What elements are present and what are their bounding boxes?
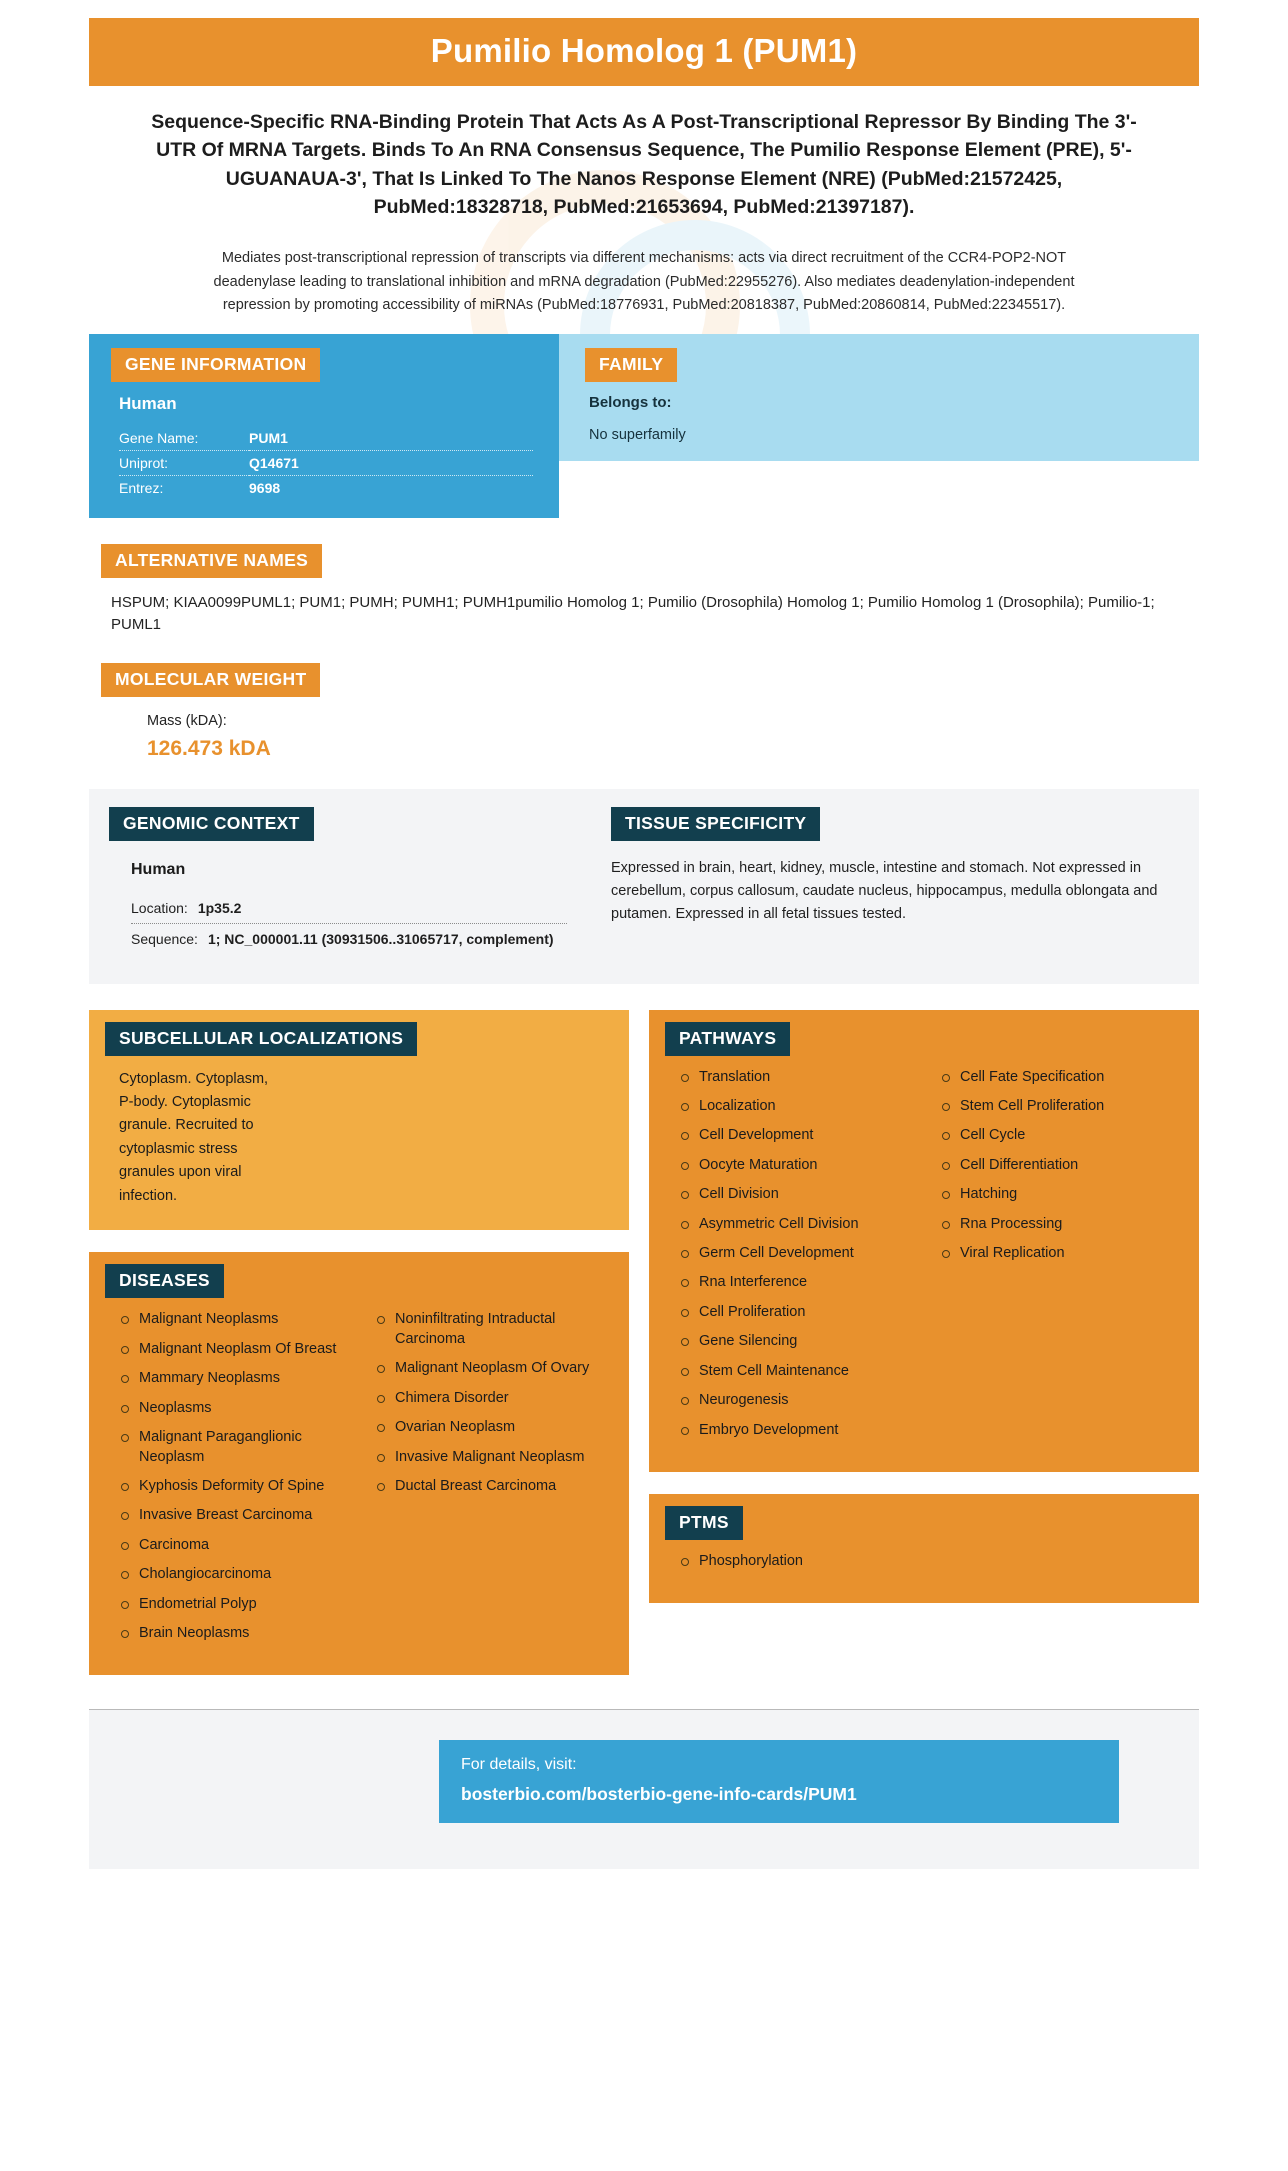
subcellular-localizations-card: [89, 1010, 629, 1231]
molecular-weight-heading: MOLECULAR WEIGHT: [101, 663, 320, 697]
list-item: Ovarian Neoplasm: [375, 1418, 605, 1437]
molecular-weight-label: Mass (kDA):: [147, 712, 227, 729]
list-item: Cell Fate Specification: [940, 1068, 1175, 1087]
gene-name-label: Gene Name:: [119, 429, 199, 446]
table-row: [119, 475, 533, 500]
list-item: Cell Development: [679, 1126, 914, 1145]
alternative-names-text: HSPUM; KIAA0099PUML1; PUM1; PUMH; PUMH1; PUMH1pumilio Homolog 1; Pumilio (Drosophila) Homolog 1; Pumilio Homolog 1 (Drosophila); Pumilio-1; PUML1: [111, 593, 1155, 634]
genomic-location-value: 1p35.2: [197, 899, 242, 916]
alternative-names-heading: ALTERNATIVE NAMES: [101, 544, 322, 578]
pathways-list-column-2: [940, 1068, 1175, 1450]
list-item: Translation: [679, 1068, 914, 1087]
genomic-location-label: Location:: [131, 899, 188, 916]
page-description: Mediates post-transcriptional repression of transcripts via different mechanisms: acts via direct recruitment of the CCR4-POP2-NOT deadenylase leading to translational inhibition and mRNA degradation (PubMed:22955276). Also mediates deadenylation-independent repression by promoting accessibility of miRNAs (PubMed:18776931, PubMed:20818387, PubMed:20860814, PubMed:22345517).: [213, 250, 1075, 314]
gene-information-card: [89, 334, 559, 518]
list-item: Stem Cell Maintenance: [679, 1362, 914, 1381]
list-item: Cell Proliferation: [679, 1303, 914, 1322]
list-item: Cell Cycle: [940, 1126, 1175, 1145]
ptms-card: [649, 1494, 1199, 1603]
list-item: Invasive Malignant Neoplasm: [375, 1448, 605, 1467]
molecular-weight-section: [89, 663, 1199, 761]
genomic-context-card: [89, 807, 589, 954]
footer-link-box[interactable]: [439, 1740, 1119, 1823]
genomic-context-heading: GENOMIC CONTEXT: [109, 807, 314, 841]
genomic-sequence-row: [131, 924, 567, 954]
page-subtitle: Sequence-Specific RNA-Binding Protein That Acts As A Post-Transcriptional Repressor By Binding The 3'-UTR Of MRNA Targets. Binds To An RNA Consensus Sequence, The Pumilio Response Element (PRE), 5'-UGUANAUA-3', That Is Linked To The Nanos Response Element (NRE) (PubMed:21572425, PubMed:18328718, PubMed:21653694, PubMed:21397187).: [151, 111, 1137, 218]
list-item: Embryo Development: [679, 1421, 914, 1440]
footer-details-label: For details, visit:: [461, 1756, 577, 1774]
gene-information-heading: GENE INFORMATION: [111, 348, 320, 382]
list-item: Cholangiocarcinoma: [119, 1565, 349, 1584]
gene-species: Human: [119, 393, 177, 413]
subcellular-localizations-heading: SUBCELLULAR LOCALIZATIONS: [105, 1022, 417, 1056]
table-row: [119, 450, 533, 475]
gene-information-table: [119, 426, 533, 500]
family-card: [559, 334, 1199, 461]
page-title: Pumilio Homolog 1 (PUM1): [430, 32, 858, 69]
list-item: Malignant Neoplasm Of Breast: [119, 1340, 349, 1359]
molecular-weight-value: 126.473 kDA: [147, 736, 271, 760]
genomic-sequence-value: 1; NC_000001.11 (30931506..31065717, complement): [207, 930, 554, 947]
list-item: Kyphosis Deformity Of Spine: [119, 1477, 349, 1496]
family-heading: FAMILY: [585, 348, 677, 382]
genomic-location-row: [131, 893, 567, 924]
diseases-list-column-1: [119, 1310, 349, 1653]
family-belongs-label: Belongs to:: [589, 393, 672, 411]
gene-name-value: PUM1: [249, 429, 288, 446]
pathways-card: [649, 1010, 1199, 1472]
alternative-names-section: [89, 544, 1199, 637]
pathways-list-column-1: [679, 1068, 914, 1450]
list-item: Cell Differentiation: [940, 1156, 1175, 1175]
list-item: Malignant Neoplasm Of Ovary: [375, 1359, 605, 1378]
cards-area: [89, 1010, 1199, 1676]
diseases-list-column-2: [375, 1310, 605, 1653]
list-item: Noninfiltrating Intraductal Carcinoma: [375, 1310, 605, 1349]
list-item: Ductal Breast Carcinoma: [375, 1477, 605, 1496]
diseases-heading: DISEASES: [105, 1264, 224, 1298]
entrez-value: 9698: [249, 479, 281, 496]
list-item: Rna Interference: [679, 1273, 914, 1292]
ptms-heading: PTMS: [665, 1506, 743, 1540]
list-item: Viral Replication: [940, 1244, 1175, 1263]
footer-band: [89, 1710, 1199, 1869]
list-item: Rna Processing: [940, 1215, 1175, 1234]
tissue-specificity-heading: TISSUE SPECIFICITY: [611, 807, 820, 841]
list-item: Phosphorylation: [679, 1552, 1175, 1571]
list-item: Neoplasms: [119, 1399, 349, 1418]
list-item: Germ Cell Development: [679, 1244, 914, 1263]
list-item: Hatching: [940, 1185, 1175, 1204]
table-row: [119, 426, 533, 451]
list-item: Carcinoma: [119, 1536, 349, 1555]
cards-right-column: [649, 1010, 1199, 1604]
list-item: Gene Silencing: [679, 1332, 914, 1351]
gene-family-row: [89, 334, 1199, 518]
list-item: Invasive Breast Carcinoma: [119, 1506, 349, 1525]
genomic-tissue-band: [89, 789, 1199, 984]
diseases-card: [89, 1252, 629, 1675]
tissue-specificity-text: Expressed in brain, heart, kidney, muscle, intestine and stomach. Not expressed in cerebellum, corpus callosum, caudate nucleus, hippocampus, medulla oblongata and putamen. Expressed in all fetal tissues tested.: [611, 859, 1158, 922]
list-item: Chimera Disorder: [375, 1389, 605, 1408]
list-item: Malignant Paraganglionic Neoplasm: [119, 1428, 349, 1467]
genomic-context-species: Human: [131, 860, 186, 878]
uniprot-label: Uniprot:: [119, 450, 249, 475]
list-item: Oocyte Maturation: [679, 1156, 914, 1175]
list-item: Mammary Neoplasms: [119, 1369, 349, 1388]
entrez-label: Entrez:: [119, 479, 164, 496]
page-title-bar: [89, 18, 1199, 86]
family-value: No superfamily: [589, 426, 686, 443]
cards-left-column: [89, 1010, 629, 1676]
ptms-list: [679, 1552, 1175, 1571]
subcellular-localizations-text: Cytoplasm. Cytoplasm, P-body. Cytoplasmic granule. Recruited to cytoplasmic stress granules upon viral infection.: [119, 1070, 269, 1204]
pathways-heading: PATHWAYS: [665, 1022, 790, 1056]
footer-link[interactable]: bosterbio.com/bosterbio-gene-info-cards/PUM1: [461, 1784, 857, 1805]
uniprot-value: Q14671: [249, 450, 533, 475]
list-item: Brain Neoplasms: [119, 1624, 349, 1643]
list-item: Cell Division: [679, 1185, 914, 1204]
tissue-specificity-card: [589, 807, 1199, 954]
list-item: Localization: [679, 1097, 914, 1116]
list-item: Stem Cell Proliferation: [940, 1097, 1175, 1116]
list-item: Endometrial Polyp: [119, 1595, 349, 1614]
genomic-sequence-label: Sequence:: [131, 930, 198, 947]
list-item: Neurogenesis: [679, 1391, 914, 1410]
list-item: Malignant Neoplasms: [119, 1310, 349, 1329]
list-item: Asymmetric Cell Division: [679, 1215, 914, 1234]
